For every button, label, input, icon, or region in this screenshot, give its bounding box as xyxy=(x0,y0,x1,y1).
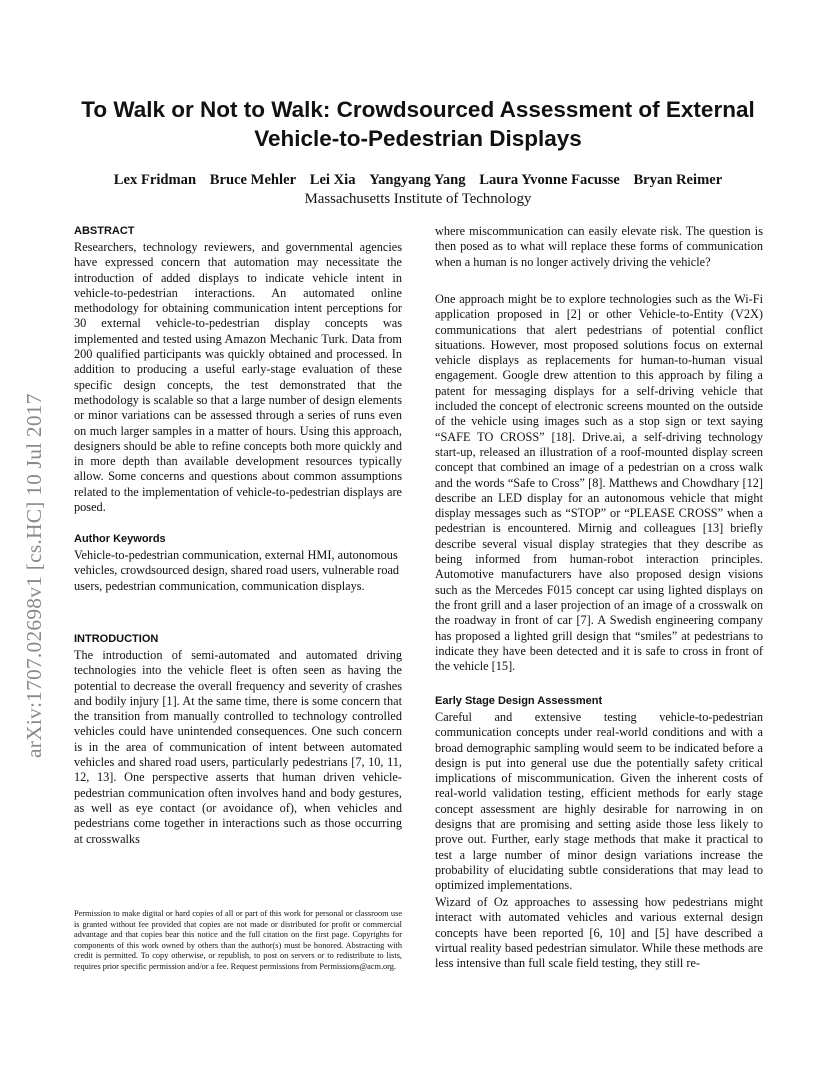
paragraph xyxy=(435,895,763,971)
author-name: Lex Fridman xyxy=(113,172,197,188)
keywords-section xyxy=(74,532,402,594)
body-paragraph: where miscommunication can easily elevate risk. The question is then posed as to what will replace these forms of communication when a human is no longer actively driving the vehicle? xyxy=(435,224,763,269)
body-paragraph: Careful and extensive testing vehicle-to-pedestrian communication concepts under real-world conditions and with a broad demographic sampling would seem to be indicated before a design is put into general use due the potentially safety critical implications of miscommunication. Given the inherent costs of real-world validation testing, efficient methods for early stage concept assessment are highly desirable for narrowing in on designs that are promising and setting aside those less likely to prove out. Further, early stage methods that make it practical to test a large number of minor design variations increase the probability of elucidating subtle considerations that may lead to optimized implementations. xyxy=(435,710,763,893)
early-stage-section xyxy=(435,694,763,894)
author-name: Bruce Mehler xyxy=(209,172,297,188)
author-name: Bryan Reimer xyxy=(633,172,723,188)
paper-title: To Walk or Not to Walk: Crowdsourced Assessment of External Vehicle-to-Pedestrian Displays xyxy=(81,97,755,151)
arxiv-identifier: arXiv:1707.02698v1 [cs.HC] 10 Jul 2017 xyxy=(22,393,46,758)
introduction-heading: INTRODUCTION xyxy=(74,633,159,645)
author-name: Yangyang Yang xyxy=(369,172,466,188)
permission-footnote: Permission to make digital or hard copies of all or part of this work for personal or classroom use is granted without fee provided that copies are not made or distributed for profit or commercial advantage and that copies bear this notice and the full citation on the first page. Copyrights for components of this work owned by others than the author(s) must be honored. Abstracting with credit is permitted. To copy otherwise, or republish, to post on servers or to redistribute to lists, requires prior specific permission and/or a fee. Request permissions from Permissions@acm.org. xyxy=(74,909,402,971)
abstract-heading: ABSTRACT xyxy=(74,225,135,237)
affiliation: Massachusetts Institute of Technology xyxy=(304,191,532,207)
paragraph xyxy=(435,224,763,270)
body-paragraph: One approach might be to explore technologies such as the Wi-Fi application proposed in [2] or other Vehicle-to-Entity (V2X) communications that alert pedestrians of potential conflict situations. However, most proposed solutions focus on external vehicle displays as replacements for human-to-human visual engagement. Google drew attention to this approach by filing a patent for messaging displays for a self-driving vehicle that included the concept of electronic screens mounted on the outside of the vehicle using images such as a stop sign or text saying “SAFE TO CROSS” [18]. Drive.ai, a self-driving technology start-up, released an illustration of a roof-mounted display screen concept that combined an image of a pedestrian on a cross walk and the words “Safe to Cross” [8]. Matthews and Chowdhary [12] describe an LED display for an autonomous vehicle that might display messages such as “STOP” or “PLEASE CROSS” when a pedestrian is encountered. Mirnig and colleagues [13] briefly describe several visual display strategies that they describe as being informed from human-robot interaction principles. Automotive manufacturers have also proposed design visions such as the Mercedes F015 concept car using lighted displays on the front grill and a laser projection of an image of a crosswalk on the roadway in front of car [7]. A Swedish engineering company has proposed a lighted grill design that “smiles” at pedestrians to indicate they have been detected and it is safe to cross in front of the vehicle [15]. xyxy=(435,292,763,674)
early-stage-heading: Early Stage Design Assessment xyxy=(435,695,603,707)
introduction-text: The introduction of semi-automated and automated driving technologies into the vehicle fleet is often seen as having the potential to decrease the overall frequency and severity of crashes and bodily injury [1]. At the same time, there is some concern that the transition from manually controlled to technology controlled vehicles could have unintended consequences. One such concern is in the area of communication of intent between automated vehicles and shared road users, particularly pedestrians [7, 10, 11, 12, 13]. One perspective asserts that human driven vehicle-pedestrian communication often involves hand and body gestures, as well as eye contact (or avoidance of), when vehicles and pedestrians come together in interactions such as those occurring at crosswalks xyxy=(74,648,402,846)
author-name: Laura Yvonne Facusse xyxy=(479,172,620,188)
abstract-section xyxy=(74,224,402,515)
keywords-heading: Author Keywords xyxy=(74,533,166,545)
paragraph xyxy=(435,292,763,674)
author-name: Lei Xia xyxy=(309,172,356,188)
keywords-text: Vehicle-to-pedestrian communication, external HMI, autonomous vehicles, crowdsourced design, shared road users, vulnerable road users, pedestrian communication, communication displays. xyxy=(74,548,400,593)
abstract-text: Researchers, technology reviewers, and governmental agencies have expressed concern that automation may necessitate the introduction of added displays to indicate vehicle intent in vehicle-to-pedestrian interactions. An automated online methodology for obtaining communication intent perceptions for 30 external vehicle-to-pedestrian display concepts was implemented and tested using Amazon Mechanic Turk. Data from 200 qualified participants was quickly obtained and processed. In addition to producing a useful early-stage evaluation of these specific design concepts, the test demonstrated that the methodology is scalable so that a large number of design elements or minor variations can be assessed through a series of runs even on much larger samples in a matter of hours. Using this approach, designers should be able to refine concepts both more quickly and in more depth than available development resources typically allow. Some concerns and questions about common assumptions related to the implementation of vehicle-to-pedestrian displays are posed. xyxy=(74,240,402,515)
introduction-section xyxy=(74,632,402,847)
body-paragraph: Wizard of Oz approaches to assessing how pedestrians might interact with automated vehicles and various external design concepts have been reported [6, 10] and [5] have described a virtual reality based pedestrian simulator. While these methods are less intensive than full scale field testing, they still re- xyxy=(435,895,763,971)
author-list xyxy=(40,172,796,189)
